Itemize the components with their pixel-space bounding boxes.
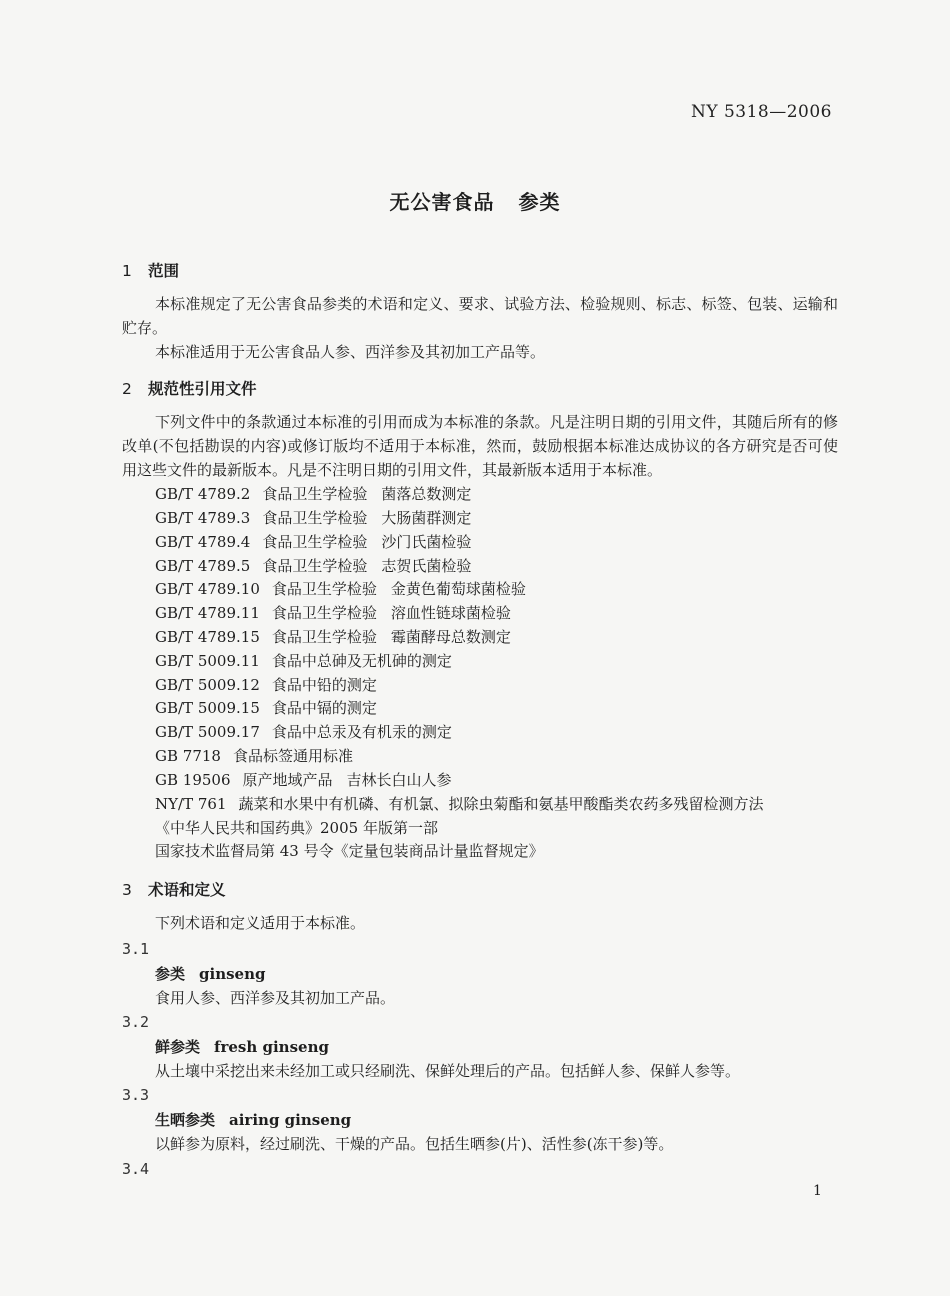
title-part-2: 参类 <box>518 190 561 214</box>
reference-extra: 《中华人民共和国药典》2005 年版第一部 <box>155 819 438 837</box>
reference-subtitle: 大肠菌群测定 <box>381 509 472 527</box>
reference-subtitle: 霉菌酵母总数测定 <box>390 628 511 646</box>
term-chinese: 生晒参类 <box>155 1111 216 1129</box>
reference-code: GB 19506 <box>155 771 231 789</box>
reference-code: GB/T 5009.15 <box>155 699 260 717</box>
reference-item <box>155 507 471 528</box>
reference-code: GB/T 4789.15 <box>155 628 260 646</box>
reference-title: 蔬菜和水果中有机磷、有机氯、拟除虫菊酯和氨基甲酸酯类农药多残留检测方法 <box>238 795 764 813</box>
section-3-intro: 下列术语和定义适用于本标准。 <box>155 914 366 932</box>
reference-subtitle: 金黄色葡萄球菌检验 <box>390 580 526 598</box>
reference-title: 食品中铅的测定 <box>271 676 377 694</box>
reference-title: 食品中总汞及有机汞的测定 <box>271 723 452 741</box>
reference-title: 食品卫生学检验 <box>271 580 377 598</box>
reference-subtitle: 志贺氏菌检验 <box>381 557 472 575</box>
reference-title: 食品中镉的测定 <box>271 699 377 717</box>
page-number: 1 <box>813 1183 822 1199</box>
reference-code: GB/T 4789.3 <box>155 509 251 527</box>
term-definition: 食用人参、西洋参及其初加工产品。 <box>155 989 396 1007</box>
section-3-heading <box>122 878 226 900</box>
reference-extra: 国家技术监督局第 43 号令《定量包装商品计量监督规定》 <box>155 842 544 860</box>
section-title: 规范性引用文件 <box>148 380 257 398</box>
term-heading <box>155 1109 351 1130</box>
reference-code: GB/T 4789.11 <box>155 604 260 622</box>
reference-subtitle: 溶血性链球菌检验 <box>390 604 511 622</box>
term-number: 3.1 <box>122 940 150 958</box>
section-title: 范围 <box>148 262 180 280</box>
reference-code: NY/T 761 <box>155 795 227 813</box>
reference-code: GB/T 4789.10 <box>155 580 260 598</box>
reference-item <box>155 674 377 695</box>
section-1-heading <box>122 259 179 281</box>
reference-title: 原产地域产品 <box>242 771 333 789</box>
reference-code: GB/T 5009.11 <box>155 652 260 670</box>
reference-item <box>155 483 471 504</box>
section-1-paragraph: 本标准适用于无公害食品人参、西洋参及其初加工产品等。 <box>155 343 546 361</box>
section-2-intro: 下列文件中的条款通过本标准的引用而成为本标准的条款。凡是注明日期的引用文件，其随后所有的修改单(不包括勘误的内容)或修订版均不适用于本标准，然而，鼓励根据本标准达成协议的各方研究是否可使用这些文件的最新版本。凡是不注明日期的引用文件，其最新版本适用于本标准。 <box>122 413 838 479</box>
term-chinese: 鲜参类 <box>155 1038 201 1056</box>
reference-item <box>155 745 353 766</box>
term-number: 3.3 <box>122 1086 150 1104</box>
reference-title: 食品卫生学检验 <box>262 509 368 527</box>
reference-title: 食品卫生学检验 <box>262 485 368 503</box>
reference-item <box>155 626 511 647</box>
term-english: ginseng <box>199 965 266 983</box>
standard-code: NY 5318—2006 <box>690 102 832 122</box>
section-number: 2 <box>122 380 132 398</box>
reference-item <box>155 697 377 718</box>
reference-code: GB/T 4789.2 <box>155 485 251 503</box>
term-number: 3.4 <box>122 1160 150 1178</box>
reference-item <box>155 578 526 599</box>
reference-title: 食品标签通用标准 <box>232 747 353 765</box>
reference-title: 食品卫生学检验 <box>262 533 368 551</box>
reference-item <box>155 721 452 742</box>
section-2-heading <box>122 377 257 399</box>
reference-title: 食品卫生学检验 <box>271 604 377 622</box>
reference-subtitle: 沙门氏菌检验 <box>381 533 472 551</box>
reference-item <box>155 531 471 552</box>
reference-code: GB/T 5009.12 <box>155 676 260 694</box>
term-english: airing ginseng <box>229 1111 352 1129</box>
reference-code: GB/T 5009.17 <box>155 723 260 741</box>
section-number: 3 <box>122 881 132 899</box>
section-1-paragraph: 本标准规定了无公害食品参类的术语和定义、要求、试验方法、检验规则、标志、标签、包装、运输和贮存。 <box>122 295 838 337</box>
reference-item <box>155 555 471 576</box>
reference-code: GB/T 4789.5 <box>155 557 251 575</box>
reference-code: GB/T 4789.4 <box>155 533 251 551</box>
term-english: fresh ginseng <box>214 1038 329 1056</box>
reference-code: GB 7718 <box>155 747 221 765</box>
reference-item <box>155 602 511 623</box>
reference-item <box>155 769 452 790</box>
reference-subtitle: 菌落总数测定 <box>381 485 472 503</box>
reference-title: 食品中总砷及无机砷的测定 <box>271 652 452 670</box>
reference-title: 食品卫生学检验 <box>262 557 368 575</box>
term-heading <box>155 963 266 984</box>
title-part-1: 无公害食品 <box>389 190 495 214</box>
section-number: 1 <box>122 262 132 280</box>
term-definition: 从土壤中采挖出来未经加工或只经刷洗、保鲜处理后的产品。包括鲜人参、保鲜人参等。 <box>155 1062 741 1080</box>
reference-item <box>155 793 764 814</box>
term-chinese: 参类 <box>155 965 186 983</box>
section-title: 术语和定义 <box>148 881 226 899</box>
reference-subtitle: 吉林长白山人参 <box>346 771 452 789</box>
reference-item <box>155 650 452 671</box>
document-title <box>0 186 950 215</box>
term-definition: 以鲜参为原料，经过刷洗、干燥的产品。包括生晒参(片)、活性参(冻干参)等。 <box>155 1135 674 1153</box>
term-heading <box>155 1036 329 1057</box>
term-number: 3.2 <box>122 1013 150 1031</box>
reference-title: 食品卫生学检验 <box>271 628 377 646</box>
